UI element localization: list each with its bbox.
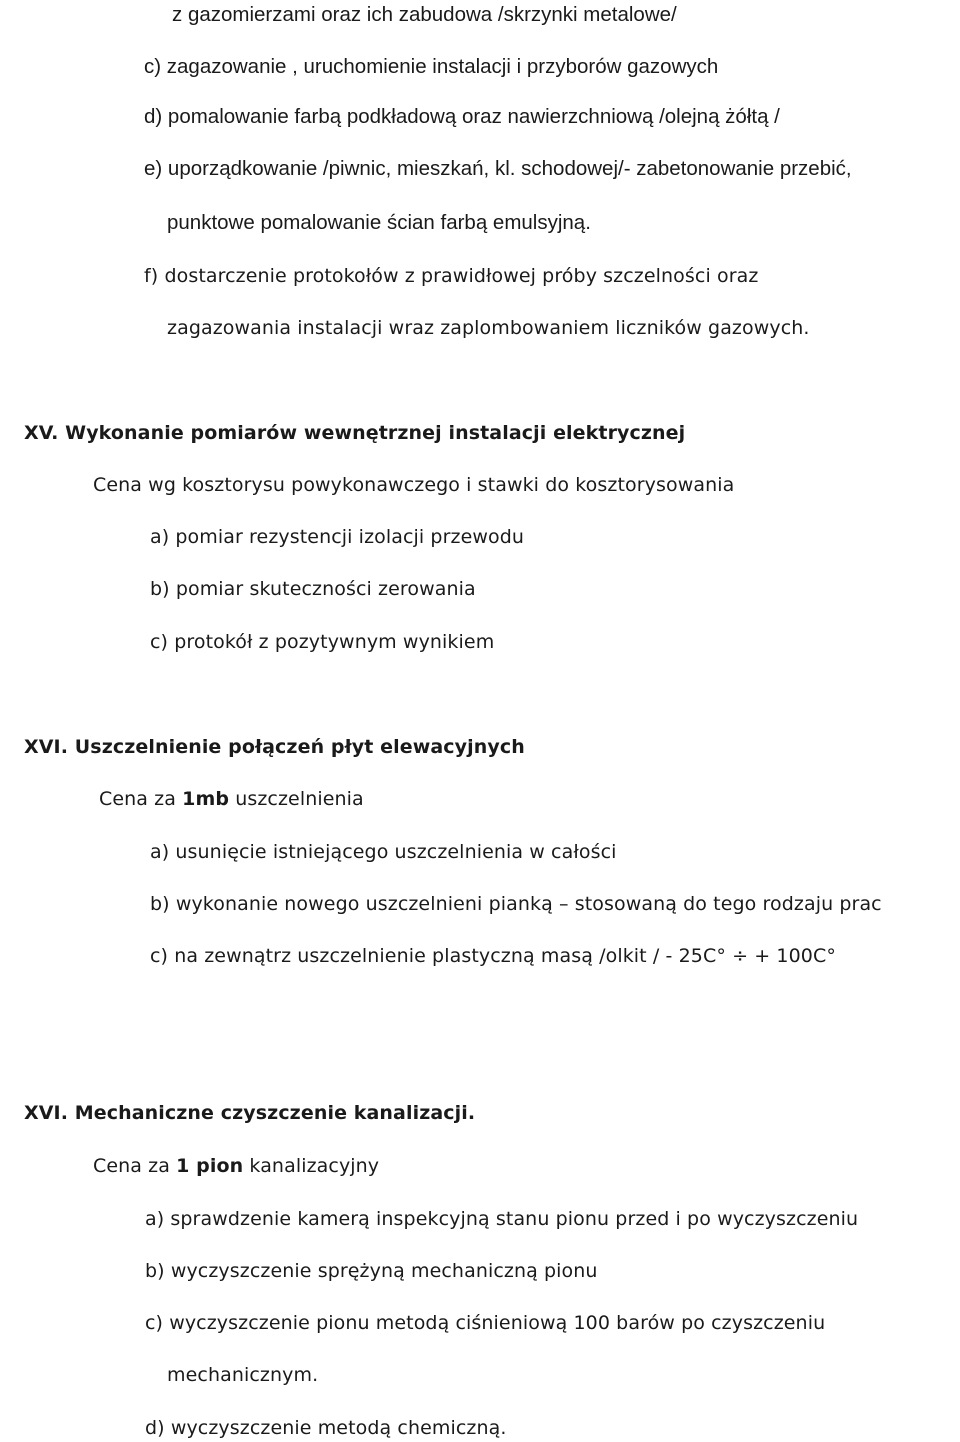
list-item: z gazomierzami oraz ich zabudowa /skrzynki metalowe/ bbox=[172, 3, 677, 26]
list-item: a) usunięcie istniejącego uszczelnienia w całości bbox=[150, 841, 617, 863]
list-item: c) wyczyszczenie pionu metodą ciśnieniową 100 barów po czyszczeniu bbox=[145, 1312, 826, 1334]
list-item: zagazowania instalacji wraz zaplombowaniem liczników gazowych. bbox=[167, 317, 810, 339]
list-item: d) wyczyszczenie metodą chemiczną. bbox=[145, 1417, 507, 1439]
list-item: b) wyczyszczenie sprężyną mechaniczną pionu bbox=[145, 1260, 598, 1282]
list-item: e) uporządkowanie /piwnic, mieszkań, kl. schodowej/- zabetonowanie przebić, bbox=[144, 157, 852, 180]
price-unit: 1 pion bbox=[176, 1155, 244, 1177]
price-suffix: uszczelnienia bbox=[229, 788, 364, 810]
list-item: punktowe pomalowanie ścian farbą emulsyjną. bbox=[167, 211, 591, 234]
list-item: b) pomiar skuteczności zerowania bbox=[150, 578, 476, 600]
price-prefix: Cena za bbox=[93, 1155, 177, 1177]
list-item: c) protokół z pozytywnym wynikiem bbox=[150, 631, 495, 653]
list-item: mechanicznym. bbox=[167, 1364, 319, 1386]
price-line bbox=[93, 1153, 379, 1179]
price-suffix: kanalizacyjny bbox=[243, 1155, 380, 1177]
price-prefix: Cena za bbox=[99, 788, 183, 810]
list-item: c) na zewnątrz uszczelnienie plastyczną masą /olkit / - 25C° ÷ + 100C° bbox=[150, 945, 836, 967]
list-item: d) pomalowanie farbą podkładową oraz nawierzchniową /olejną żółtą / bbox=[144, 105, 780, 128]
list-item: c) zagazowanie , uruchomienie instalacji i przyborów gazowych bbox=[144, 55, 719, 78]
section-heading: XVI. Mechaniczne czyszczenie kanalizacji. bbox=[24, 1102, 476, 1124]
section-heading: XVI. Uszczelnienie połączeń płyt elewacyjnych bbox=[24, 736, 525, 758]
section-heading: XV. Wykonanie pomiarów wewnętrznej instalacji elektrycznej bbox=[24, 422, 686, 444]
price-line: Cena wg kosztorysu powykonawczego i stawki do kosztorysowania bbox=[93, 474, 735, 496]
price-line bbox=[99, 786, 364, 812]
list-item: b) wykonanie nowego uszczelnieni pianką – stosowaną do tego rodzaju prac bbox=[150, 893, 882, 915]
list-item: a) sprawdzenie kamerą inspekcyjną stanu pionu przed i po wyczyszczeniu bbox=[145, 1208, 859, 1230]
list-item: f) dostarczenie protokołów z prawidłowej próby szczelności oraz bbox=[144, 265, 759, 287]
list-item: a) pomiar rezystencji izolacji przewodu bbox=[150, 526, 525, 548]
price-unit: 1mb bbox=[182, 788, 230, 810]
